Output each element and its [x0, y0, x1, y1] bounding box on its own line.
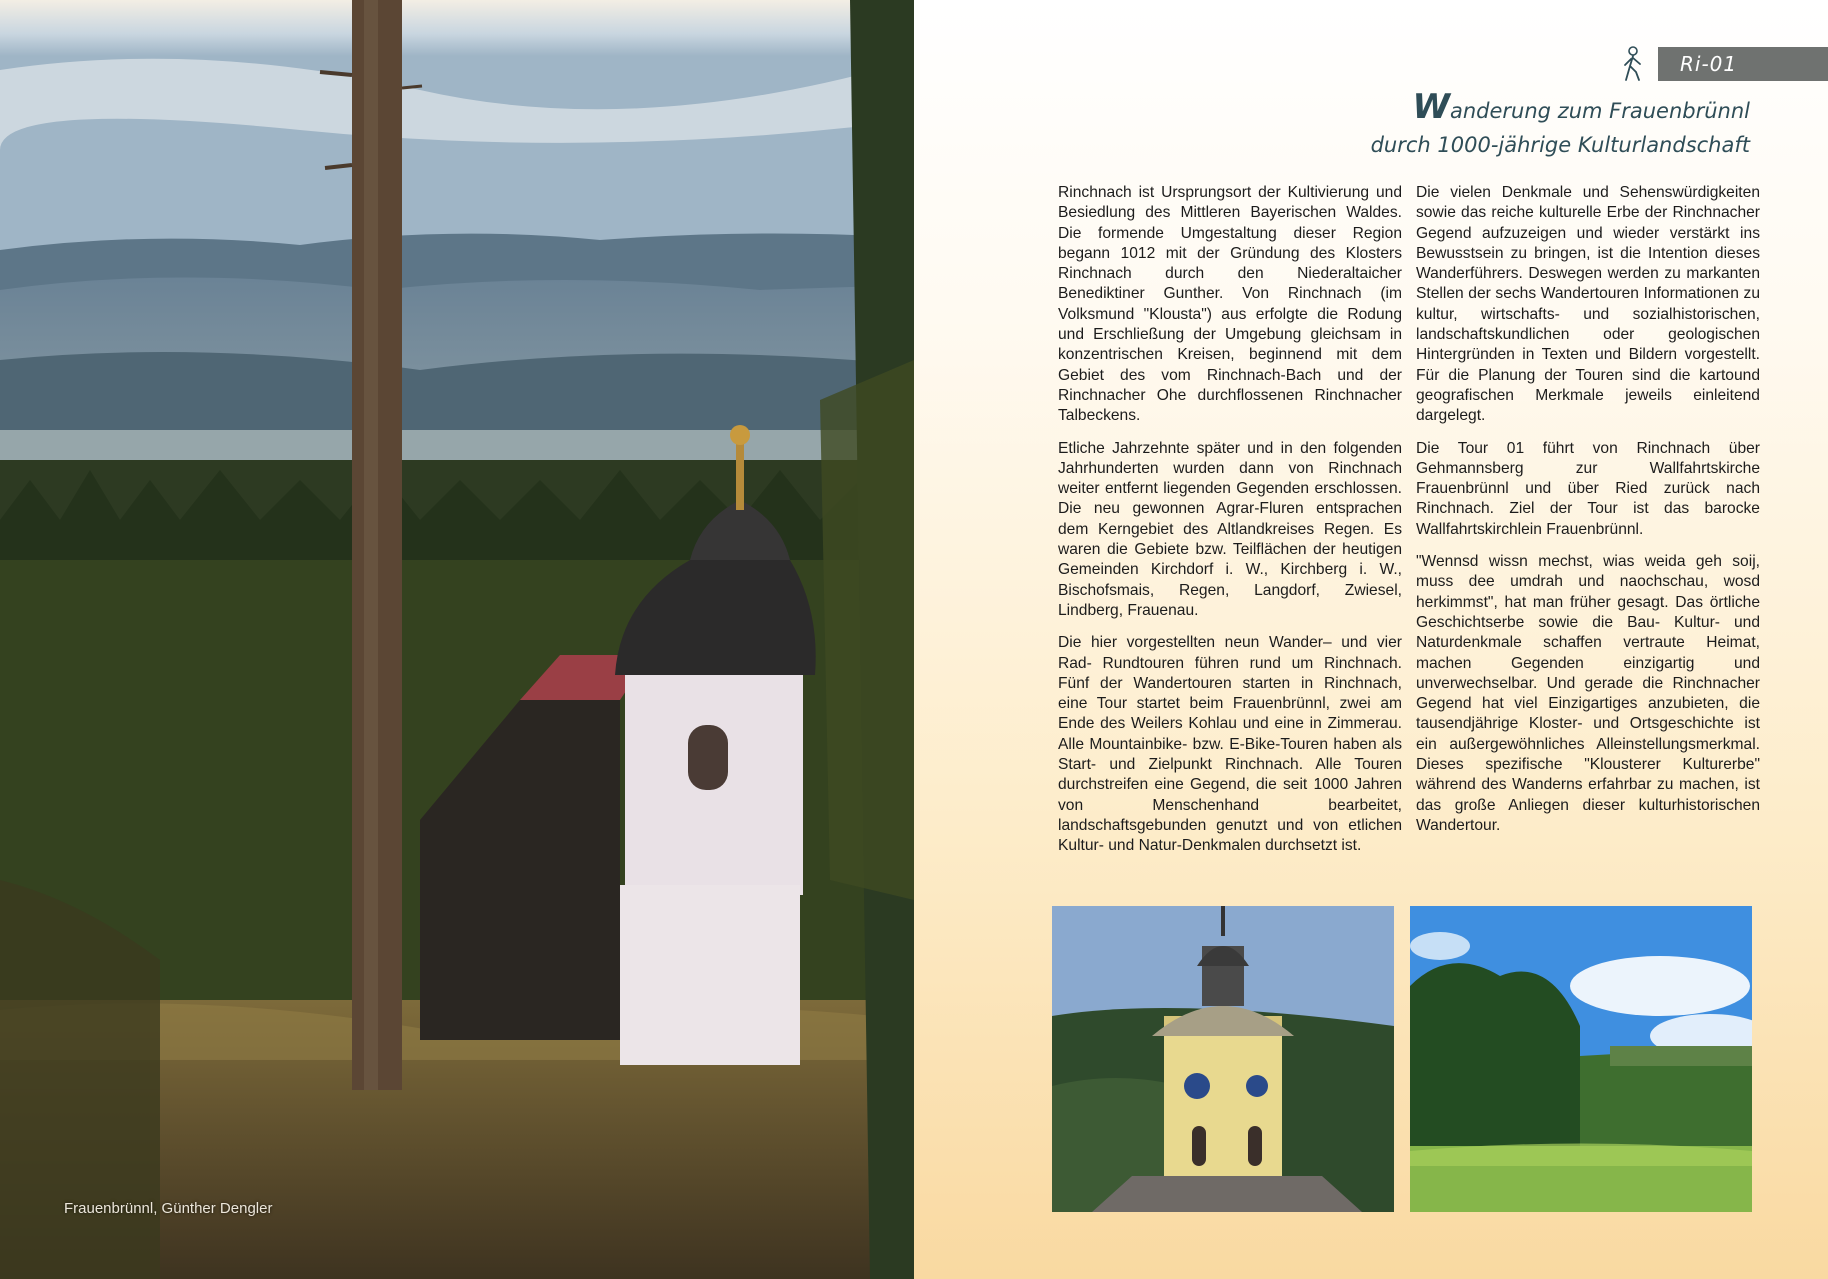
paragraph: Die vielen Denkmale und Sehenswürdigkeiten sowie das reiche kulturelle Erbe der Rinchnacher Gegend aufzuzeigen und wieder verstärkt ins Bewusstsein zu bringen, ist die Intention dieses Wanderführers. Deswegen werden zu markanten Stellen der sechs Wandertouren Informationen zu kultur, wirtschafts- und sozialhistorischen, landschaftskundlichen oder geologischen Hintergründen in Texten und Bildern vorgestellt. Für die Planung der Touren sind die kartound geografischen Merkmale jeweils einleitend dargelegt.	[1416, 184, 1760, 425]
paragraph: Etliche Jahrzehnte später und in den folgenden Jahrhunderten wurden dann von Rinchnach weiter entfernt liegenden Gegenden erschlossen. Die neu gewonnen Agrar-Fluren entsprachen dem Kerngebiet des Altlandkreises Regen. Es waren die Gebiete bzw. Teilflächen der heutigen Gemeinden Kirchdorf i. W., Kirchberg i. W., Bischofsmais, Regen, Langdorf, Zwiesel, Lindberg, Frauenau.	[1058, 439, 1402, 619]
meadow-photo	[1410, 906, 1752, 1212]
church-tower-photo	[1052, 906, 1394, 1212]
text-page	[914, 0, 1828, 1279]
paragraph: Rinchnach ist Ursprungsort der Kultivierung und Besiedlung des Mittleren Bayerischen Waldes. Die formende Umgestaltung dieser Region begann 1012 mit der Gründung des Klosters Rinchnach durch den Niederaltaicher Benediktiner Gunther. Von Rinchnach (im Volksmund "Klousta") aus erfolgte die Rodung und Erschließung der Umgebung gleichsam in konzentrischen Kreisen, beginnend mit dem Gebiet des vom Rinchnach-Bach und der Rinchnacher Ohe durchflossenen Rinchnacher Talbeckens.	[1058, 184, 1402, 425]
paragraph: Die hier vorgestellten neun Wander– und vier Rad- Rundtouren führen rund um Rinchnach. Fünf der Wandertouren starten in Rinchnach, eine Tour startet beim Frauenbrünnl, zwei am Ende des Weilers Kohlau und eine in Zimmerau. Alle Mountainbike- bzw. E-Bike-Touren haben als Start- und Zielpunkt Rinchnach. Alle Touren durchstreifen eine Gegend, die seit 1000 Jahren von Menschenhand bearbeitet, landschaftsgebunden genutzt und von etlichen Kultur- und Natur-Denkmalen durchsetzt ist.	[1058, 634, 1402, 855]
paragraph: "Wennsd wissn mechst, wias weida geh soij, muss dee umdrah und naochschau, wosd herkimmst", hat man früher gesagt. Das örtliche Geschichtserbe sowie die Bau- Kultur- und Naturdenkmale schaffen vertraute Heimat, machen Gegenden einzigartig und unverwechselbar. Und gerade die Rinchnacher Gegend hat viel Einzigartiges anzubieten, die tausendjährige Kloster- und Ortsgeschichte ist ein außergewöhnliches Alleinstellungsmerkmal. Dieses spezifische "Klousterer Kulturerbe" während des Wanderns erfahrbar zu machen, ist das große Anliegen dieser kulturhistorischen Wandertour.	[1416, 553, 1760, 834]
paragraph: Die Tour 01 führt von Rinchnach über Gehmannsberg zur Wallfahrtskirche Frauenbrünnl und über Ried zurück nach Rinchnach. Ziel der Tour ist das barocke Wallfahrtskirchlein Frauenbrünnl.	[1416, 439, 1760, 538]
page-title	[1370, 87, 1750, 162]
hiker-icon	[1618, 46, 1648, 82]
title-line-2: durch 1000-jährige Kulturlandschaft	[1370, 133, 1750, 157]
text-column-right	[1416, 183, 1760, 848]
tour-code-badge: Ri-01	[1658, 47, 1828, 81]
title-line-1	[1371, 87, 1750, 128]
title-line-1-rest: anderung zum Frauenbrünnl	[1450, 99, 1750, 123]
tour-tag	[1618, 47, 1828, 81]
photo-caption: Frauenbrünnl, Günther Dengler	[64, 1200, 273, 1217]
text-column-left	[1058, 183, 1402, 869]
title-initial: W	[1412, 87, 1450, 127]
